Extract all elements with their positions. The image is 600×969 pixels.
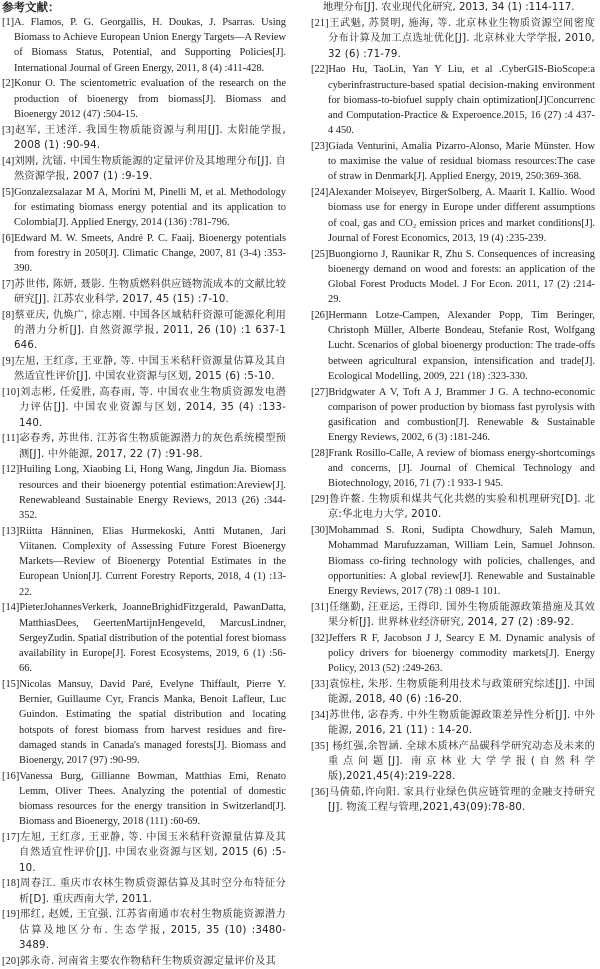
reference-number: [27] (311, 386, 329, 398)
reference-entry (311, 492, 595, 522)
reference-number: [32] (311, 632, 329, 644)
reference-number: [3] (2, 124, 15, 136)
reference-text: 苏世伟, 陈妍, 聂影. 生物质燃料供应链物流成本的文献比较研究[J]. 江苏农业科学, 2017, 45 (15) :7-10. (14, 279, 286, 306)
reference-text: 刘志彬, 任爱胜, 高春雨, 等. 中国农业生物质资源发电潜力评估[J]. 中国农业资源与区划, 2014, 35 (4) :133-140. (19, 387, 286, 429)
reference-entry (2, 231, 286, 277)
reference-text: 袁惊柱, 朱彤. 生物质能利用技术与政策研究综述[J]. 中国能源, 2018, 40 (6) :16-20. (328, 679, 595, 706)
reference-entry (2, 907, 286, 953)
reference-text: A. Flamos, P. G. Georgallis, H. Doukas, J. Psarras. Using Biomass to Achieve European Union Energy Targets—A Review of Biomass Status, Potential, and Supporting Policies[J]. International Journal of Green Energy, 2011, 8 (4) :411-428. (14, 17, 286, 74)
reference-entry (2, 308, 286, 354)
reference-entry (311, 739, 595, 785)
reference-entry (311, 385, 595, 446)
reference-text: 周春江. 重庆市农林生物质资源估算及其时空分布特征分析[D]. 重庆西南大学, 2011. (19, 878, 286, 905)
reference-entry (2, 354, 286, 384)
reference-text: Gonzalezsalazar M A, Morini M, Pinelli M, et al. Methodology for estimating biomass energy potential and its application to Colombia[J]. Applied Energy, 2014 (136) :781-796. (14, 186, 286, 229)
reference-entry (311, 308, 595, 384)
reference-text: Edward M. W. Smeets, André P. C. Faaij. Bioenergy potentials from forestry in 2050[J]. Climatic Change, 2007, 81 (3-4) :353-390. (14, 232, 286, 275)
reference-number: [19] (2, 909, 20, 921)
reference-number: [16] (2, 770, 20, 782)
reference-entry (2, 830, 286, 876)
left-column (2, 15, 286, 969)
reference-number: [31] (311, 601, 329, 613)
reference-entry (311, 446, 595, 492)
reference-text: Bridgwater A V, Toft A J, Brammer J G. A techno-economic comparison of power production by biomass fast pyrolysis with gasification and combustion[J]. Renewable & Sustainable Energy Reviews, 2002, 6 (3) :181-246. (328, 386, 595, 444)
reference-number: [35] (311, 741, 329, 753)
reference-entry (2, 524, 286, 600)
reference-entry (2, 769, 286, 830)
reference-text: 蔡亚庆, 仇焕广, 徐志刚. 中国各区域秸秆资源可能源化利用的潜力分析[J]. 自然资源学报, 2011, 26 (10) :1 637-1 646. (14, 310, 286, 352)
reference-text: PieterJohannesVerkerk, JoanneBrighidFitzgerald, PawanDatta, MatthiasDees, GeertenMartijnHengeveld, MarcusLindner, SergeyZudin. Spatial distribution of the potential forest biomass availability in Europe[J]. Forest Ecosystems, 2019, 6 (1) :56-66. (19, 602, 286, 675)
reference-entry (311, 631, 595, 677)
reference-text: Mohammad S. Roni, Sudipta Chowdhury, Saleh Mamun, Mohammad Marufuzzaman, William Lein, Samuel Johnson. Biomass co-firing technology with policies, challenges, and opportunities: A global review[J]. Renewable and Sustainable Energy Reviews, 2017 (78) :1 089-1 101. (328, 525, 595, 598)
reference-entry (2, 431, 286, 461)
reference-text: 邢红, 赵媛, 王宜强. 江苏省南通市农村生物质能资源潜力估算及地区分布. 生态学报, 2015, 35 (10) :3480-3489. (19, 909, 286, 951)
reference-entry (2, 954, 286, 969)
reference-text: 王武魁, 苏贤明, 施海, 等. 北京林业生物质资源空间密度分布计算及加工点选址优化[J]. 北京林业大学学报, 2010, 32 (6) :71-79. (328, 18, 595, 60)
reference-entry (2, 677, 286, 768)
reference-number: [12] (2, 464, 20, 476)
reference-text: Hermann Lotze-Campen, Alexander Popp, Tim Beringer, Christoph Müller, Alberte Bondeau, Stefanie Rost, Wolfgang Lucht. Scenarios of global bioenergy production: The trade-offs between agricultural expansion, intensification and trade[J]. Ecological Modelling, 2009, 221 (18) :323-330. (328, 310, 595, 382)
reference-entry (2, 154, 286, 184)
reference-entry (311, 139, 595, 185)
reference-number: [24] (311, 187, 329, 199)
reference-text: 马倩茹,许向阳. 家具行业绿色供应链管理的金融支持研究[J]. 物流工程与管理,2021,43(09):78-80. (328, 787, 595, 814)
reference-text: Huiling Long, Xiaobing Li, Hong Wang, Jingdun Jia. Biomass resources and their bioenergy potential estimation:Areview[J]. Renewableand Sustainable Energy Reviews, 2013 (26) :344-352. (19, 464, 286, 522)
right-column (311, 0, 595, 816)
reference-entry (2, 15, 286, 76)
reference-text: 刘刚, 沈镭. 中国生物质能源的定量评价及其地理分布[J]. 自然资源学报, 2007 (1) :9-19. (14, 155, 286, 182)
reference-text: Frank Rosillo-Calle, A review of biomass energy-shortcomings and concerns, [J]. Journal of Chemical Technology and Biotechnology, 2016, 71 (7) :1 933-1 945. (328, 448, 595, 490)
reference-text: Vanessa Burg, Gillianne Bowman, Matthias Emi, Renato Lemm, Oliver Thees. Analyzing the potential of domestic biomass resources for the energy transition in Switzerland[J]. Biomass and Bioenergy, 2018 (111) :60-69. (19, 770, 286, 828)
reference-text: Konur O. The scientometric evaluation of the research on the production of bioenergy from biomass[J]. Biomass and Bioenergy 2012 (47) :504-15. (14, 78, 286, 120)
reference-number: [8] (2, 310, 15, 322)
reference-text: Hao Hu, TaoLin, Yan Y Liu, et al .CyberGIS-BioScope:a cyberinfrastructure-based spatial decision-making environment for biomass-to-biofuel supply chain optimization[J]Concurrenc and Computation-Practice & Experoence.2015, 16 (27) :4 437-4 450. (328, 64, 595, 137)
reference-entry (2, 600, 286, 676)
reference-number: [1] (2, 17, 15, 28)
reference-number: [20] (2, 955, 20, 967)
reference-number: [36] (311, 787, 329, 799)
reference-text: 赵军, 王述洋. 我国生物质能资源与利用[J]. 太阳能学报, 2008 (1) :90-94. (14, 124, 286, 151)
reference-continuation: 地理分布[J]. 农业现代化研究, 2013, 34 (1) :114-117. (323, 2, 575, 13)
reference-number: [10] (2, 387, 20, 399)
reference-text: Giada Venturini, Amalia Pizarro-Alonso, Marie Münster. How to maximise the value of residual biomass resources:The case of straw in Denmark[J]. Applied Energy, 2019, 250:369-368. (328, 141, 595, 183)
reference-entry (311, 62, 595, 138)
reference-entry (311, 785, 595, 815)
reference-entry (2, 876, 286, 906)
reference-number: [30] (311, 525, 329, 537)
reference-number: [13] (2, 525, 20, 537)
reference-number: [4] (2, 155, 15, 167)
reference-entry (2, 76, 286, 122)
reference-entry (311, 677, 595, 707)
reference-number: [33] (311, 679, 329, 691)
reference-number: [34] (311, 710, 329, 722)
reference-number: [2] (2, 78, 15, 90)
reference-text: Alexander Moiseyev, BirgerSolberg, A. Maarit I. Kallio. Wood biomass use for energy in Europe under different assumptions of coal, gas and CO₂ emission prices and market conditions[J]. Journal of Forest Economics, 2013, 19 (4) :235-239. (328, 187, 595, 244)
reference-text: 郭永奇. 河南省主要农作物秸秆生物质资源定量评价及其 (19, 955, 276, 967)
reference-text: Nicolas Mansuy, David Paré, Evelyne Thiffault, Pierre Y. Bernier, Guillaume Cyr, Francis Manka, Benoit Lafleur, Luc Guindon. Estimating the spatial distribution and locating hotspots of forest biomass from harvest residues and fire-damaged stands in Canada's managed forests[J]. Biomass and Bioenergy, 2017 (97) :90-99. (19, 679, 286, 767)
reference-entry (311, 523, 595, 599)
reference-text: 任继勤, 汪亚运, 王得印. 国外生物质能源政策措施及其效果分析[J]. 世界林业经济研究, 2014, 27 (2) :89-92. (328, 601, 595, 629)
reference-entry (2, 385, 286, 431)
reference-number: [26] (311, 310, 329, 322)
reference-text: 杨红强,余智涵. 全球木质林产品碳科学研究动态及未来的重点问题[J]. 南京林业大学学报(自然科学版),2021,45(4):219-228. (328, 741, 595, 783)
reference-number: [14] (2, 602, 20, 614)
reference-number: [18] (2, 878, 20, 890)
reference-entry (2, 185, 286, 231)
reference-entry (2, 462, 286, 523)
reference-number: [17] (2, 832, 20, 844)
reference-entry (311, 185, 595, 246)
reference-text: 苏世伟, 宓春秀. 中外生物质能源政策差异性分析[J]. 中外能源, 2016, 21 (11) : 14-20. (328, 710, 595, 737)
reference-entry (311, 600, 595, 630)
reference-number: [21] (311, 18, 329, 30)
reference-number: [25] (311, 248, 329, 260)
reference-number: [23] (311, 141, 329, 153)
reference-number: [28] (311, 448, 329, 460)
reference-text: Riitta Hänninen, Elias Hurmekoski, Antti Mutanen, Jari Viitanen. Complexity of Assessing Future Forest Bioenergy Markets—Review of Bioenergy Potential Estimates in the European Union[J]. Current Forestry Reports, 2018, 4 (1) :13-22. (19, 525, 286, 598)
reference-entry (2, 123, 286, 153)
reference-number: [15] (2, 679, 20, 691)
reference-entry (2, 277, 286, 307)
reference-text: 左旭, 王红彦, 王亚静, 等. 中国玉米秸秆资源量估算及其自然适宜性评价[J]. 中国农业资源与区划, 2015 (6) :5-10. (19, 832, 286, 874)
reference-number: [11] (2, 433, 20, 445)
references-heading: 参考文献： (2, 0, 60, 14)
reference-number: [22] (311, 64, 329, 76)
reference-text: Jeffers R F, Jacobson J J, Searcy E M. Dynamic analysis of policy drivers for bioenergy commodity markets[J]. Energy Policy, 2013 (52) :249-263. (328, 632, 595, 675)
reference-number: [7] (2, 279, 15, 291)
reference-entry (311, 247, 595, 308)
reference-number: [5] (2, 186, 15, 198)
reference-text: Buongiorno J, Raunikar R, Zhu S. Consequences of increasing bioenergy demand on wood and forests: an application of the Global Forest Products Model. J For Econ. 2011, 17 (2) :214-29. (328, 248, 595, 306)
reference-number: [29] (311, 494, 329, 506)
reference-number: [9] (2, 356, 15, 368)
reference-text: 鲁许鳌. 生物质和煤共气化共燃的实验和机理研究[D]. 北京:华北电力大学, 2010. (328, 494, 595, 521)
reference-entry (311, 708, 595, 738)
reference-text: 左旭, 王红彦, 王亚静, 等. 中国玉米秸秆资源量估算及其自然适宜性评价[J]. 中国农业资源与区划, 2015 (6) :5-10. (14, 356, 286, 383)
reference-entry (311, 16, 595, 62)
reference-number: [6] (2, 232, 15, 244)
reference-text: 宓春秀, 苏世伟. 江苏省生物质能源潜力的灰色系统模型预测[J]. 中外能源, 2017, 22 (7) :91-98. (19, 433, 286, 460)
